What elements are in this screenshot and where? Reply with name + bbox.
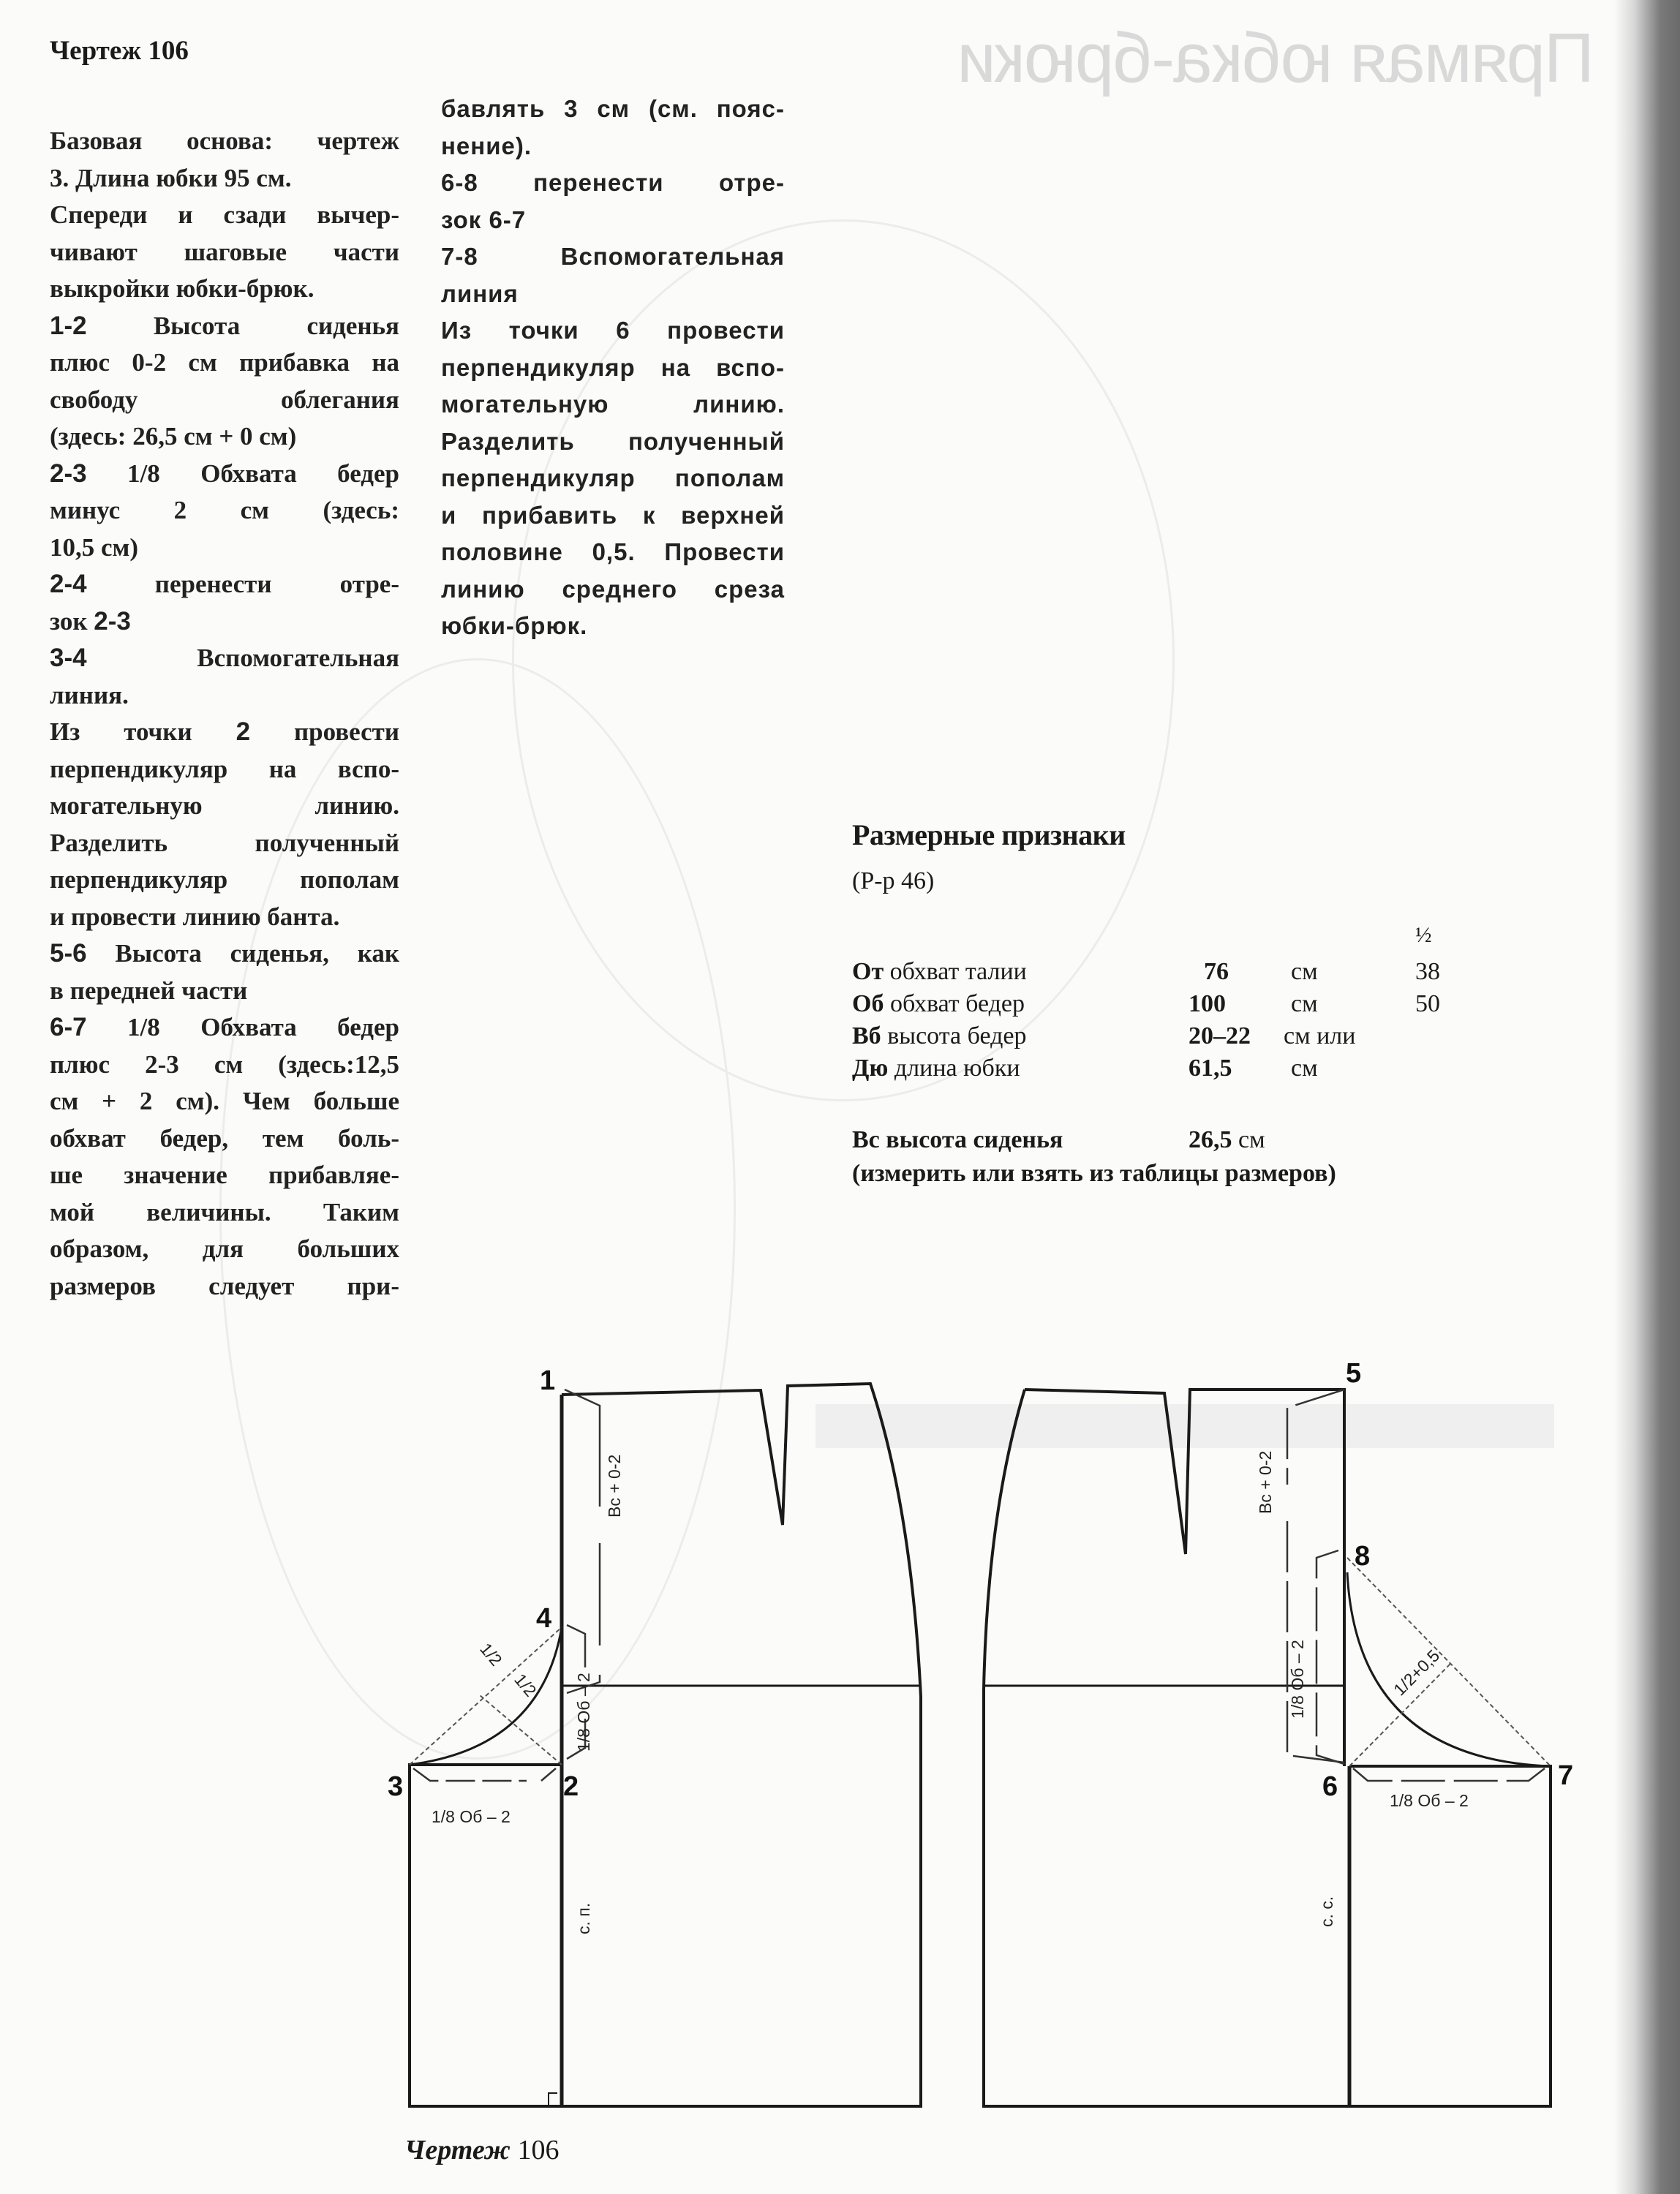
text-line: Базовая основа: чертеж xyxy=(50,127,399,155)
sizes-half-header: ½ xyxy=(1415,923,1432,947)
text-line: 5-6 Высота сиденья, как xyxy=(50,939,399,968)
text-line: мой величины. Таким xyxy=(50,1197,399,1226)
text-line: зок 2-3 xyxy=(50,606,131,636)
text-line: минус 2 см (здесь: xyxy=(50,496,399,524)
value: 76 xyxy=(1204,958,1229,985)
desc: высота бедер xyxy=(881,1022,1027,1049)
point-1-label: 1 xyxy=(540,1365,556,1396)
text-line: зок 6-7 xyxy=(441,206,527,233)
text-line: Из точки 2 провести xyxy=(50,717,399,746)
value: 26,5 см xyxy=(1189,1126,1265,1153)
text-line: Спереди и сзади вычер- xyxy=(50,200,399,229)
front-seat-height-label: Вс + 0-2 xyxy=(605,1454,624,1518)
back-crotch-v-dim xyxy=(1316,1550,1344,1764)
text-line: плюс 2-3 см (здесь:12,5 xyxy=(50,1049,399,1079)
half-value: 50 xyxy=(1415,990,1440,1017)
point-5-label: 5 xyxy=(1346,1358,1362,1389)
text-line: ше значение прибавляе- xyxy=(50,1161,399,1189)
text-line: 6-8 перенести отре- xyxy=(441,169,785,196)
desc: обхват бедер xyxy=(884,990,1025,1017)
text-line: линию среднего среза xyxy=(441,575,785,603)
desc: обхват талии xyxy=(884,958,1027,985)
back-seat-height-label: Вс + 0-2 xyxy=(1256,1450,1275,1514)
text-line: Разделить полученный xyxy=(50,828,399,857)
text-line: перпендикуляр пополам xyxy=(441,464,785,491)
back-crotch-extension xyxy=(1349,1766,1551,2106)
desc: высота сиденья xyxy=(879,1126,1063,1153)
point-7-label: 7 xyxy=(1558,1760,1574,1791)
text-line: в передней части xyxy=(50,976,248,1005)
back-crotch-h-dim xyxy=(1353,1768,1545,1781)
value: 61,5 xyxy=(1189,1055,1232,1082)
value: 100 xyxy=(1189,990,1226,1017)
back-crotch-vertical-label: 1/8 Об – 2 xyxy=(1288,1640,1307,1719)
text-line: Из точки 6 провести xyxy=(441,317,785,344)
front-half-label-a: 1/2 xyxy=(476,1639,506,1670)
back-side-seam xyxy=(984,1390,1349,2106)
half-value: 38 xyxy=(1415,958,1440,985)
text-line: перпендикуляр на вспо- xyxy=(441,353,785,381)
unit: см или xyxy=(1284,1022,1356,1049)
back-center-label: с. с. xyxy=(1317,1896,1336,1927)
text-line: чивают шаговые части xyxy=(50,237,399,266)
text-line: и провести линию банта. xyxy=(50,902,340,931)
text-line: Разделить полученный xyxy=(441,427,785,455)
text-line: линия xyxy=(441,279,519,307)
abbr: Вб xyxy=(852,1022,881,1049)
front-corner-mark xyxy=(549,2093,560,2106)
sizes-subtitle: (Р-р 46) xyxy=(852,867,935,894)
unit: см xyxy=(1291,1055,1318,1082)
text-line: 3. Длина юбки 95 см. xyxy=(50,163,292,192)
front-crotch-horizontal-label: 1/8 Об – 2 xyxy=(432,1807,511,1826)
point-2-label: 2 xyxy=(563,1771,579,1802)
sizes-note: (измерить или взять из таблицы размеров) xyxy=(852,1160,1336,1187)
text-line: свободу облегания xyxy=(50,385,399,414)
front-crotch-vertical-label: 1/8 Об – 2 xyxy=(574,1673,593,1752)
text-line: нение). xyxy=(441,132,532,159)
text-line: 3-4 Вспомогательная xyxy=(50,644,399,672)
text-line: образом, для больших xyxy=(50,1234,399,1263)
text-line: см + 2 см). Чем больше xyxy=(50,1087,399,1115)
point-6-label: 6 xyxy=(1322,1771,1338,1802)
drawing-caption xyxy=(404,2134,559,2166)
front-half-label-b: 1/2 xyxy=(511,1670,540,1700)
bleed-through-title: Прямая юбка-брюки xyxy=(958,19,1594,97)
unit: см xyxy=(1291,958,1318,985)
front-center-label: с. п. xyxy=(574,1902,593,1934)
text-line: и прибавить к верхней xyxy=(441,501,785,529)
text-line: (здесь: 26,5 см + 0 см) xyxy=(50,422,297,451)
back-crotch-horizontal-label: 1/8 Об – 2 xyxy=(1390,1791,1469,1810)
front-perpendicular xyxy=(480,1695,562,1765)
text-line: выкройки юбки-брюк. xyxy=(50,274,314,303)
front-seat-dim xyxy=(565,1390,600,1693)
abbr: Вс xyxy=(852,1126,880,1153)
caption-word: Чертеж xyxy=(404,2135,511,2165)
text-line: половине 0,5. Провести xyxy=(441,538,785,565)
text-line: размеров следует при- xyxy=(50,1271,399,1300)
text-line: юбки-брюк. xyxy=(441,612,588,639)
point-4-label: 4 xyxy=(536,1603,552,1634)
abbr: От xyxy=(852,958,884,985)
text-line: 1-2 Высота сиденья xyxy=(50,311,399,340)
desc: длина юбки xyxy=(888,1055,1020,1082)
abbr: Об xyxy=(852,990,884,1017)
text-line: 6-7 1/8 Обхвата бедер xyxy=(50,1013,399,1041)
unit: см xyxy=(1291,990,1318,1017)
point-8-label: 8 xyxy=(1355,1541,1371,1572)
text-line: линия. xyxy=(50,680,129,709)
point-3-label: 3 xyxy=(388,1771,404,1802)
sizes-title: Размерные признаки xyxy=(852,818,1126,851)
value: 20–22 xyxy=(1189,1022,1251,1049)
text-line: обхват бедер, тем боль- xyxy=(50,1123,399,1153)
caption-number: 106 xyxy=(510,2135,560,2165)
text-line: 10,5 см) xyxy=(50,532,139,562)
text-line: бавлять 3 см (см. пояс- xyxy=(441,95,785,122)
text-line: 2-4 перенести отре- xyxy=(50,570,399,598)
text-line: могательную линию. xyxy=(441,391,785,418)
back-half-plus-label: 1/2+0,5 xyxy=(1390,1645,1444,1700)
text-line: плюс 0-2 см прибавка на xyxy=(50,348,399,377)
abbr: Дю xyxy=(852,1055,889,1082)
text-line: перпендикуляр на вспо- xyxy=(50,754,399,783)
back-aux-line-7-8 xyxy=(1347,1558,1551,1766)
text-line: могательную линию. xyxy=(50,791,399,820)
drawing-heading: Чертеж 106 xyxy=(50,36,189,66)
front-crotch-h-dim xyxy=(413,1768,556,1781)
text-line: 7-8 Вспомогательная xyxy=(441,243,785,270)
text-line: 2-3 1/8 Обхвата бедер xyxy=(50,459,399,488)
text-line: перпендикуляр пополам xyxy=(50,865,399,894)
